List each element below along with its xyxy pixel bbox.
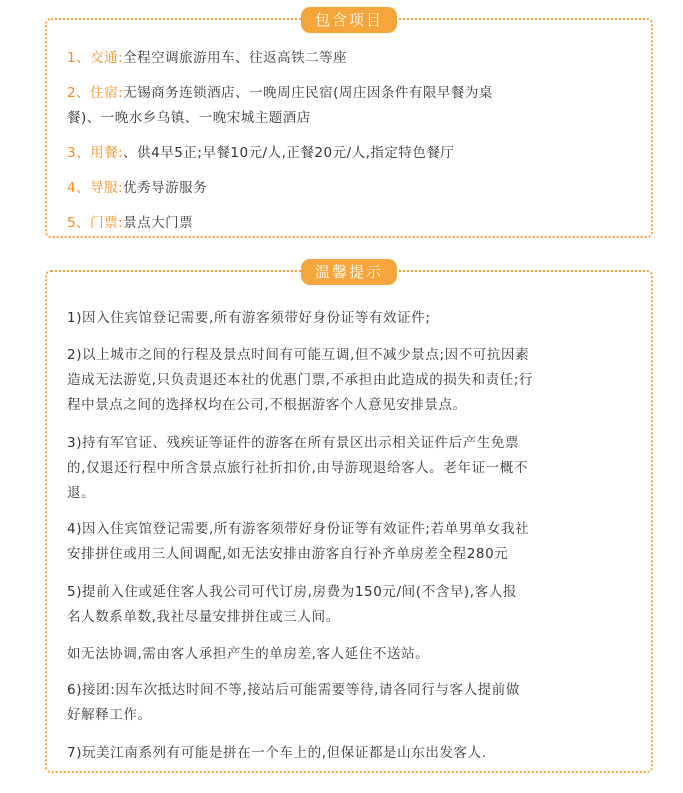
- included-item-lodging-cont: [67, 106, 635, 131]
- included-item-guide: [67, 176, 635, 201]
- included-label: 3、用餐:: [67, 145, 124, 161]
- tip-line: 造成无法游览,只负责退还本社的优惠门票,不承担由此造成的损失和责任;行: [67, 372, 534, 388]
- tip-line: 7)玩美江南系列有可能是拼在一个车上的,但保证都是山东出发客人.: [67, 745, 487, 761]
- tip-line: 3)持有军官证、残疾证等证件的游客在所有景区出示相关证件后产生免票: [67, 435, 520, 451]
- included-text: 景点大门票: [123, 215, 194, 231]
- tips-section: [45, 263, 653, 773]
- included-text: 、供4早5正;早餐10元/人,正餐20元/人,指定特色餐厅: [123, 145, 455, 161]
- tip-line: 2)以上城市之间的行程及景点时间有可能互调,但不减少景点;因不可抗因素: [67, 347, 530, 363]
- included-item-transport: [67, 46, 635, 71]
- tip-line: 1)因入住宾馆登记需要,所有游客须带好身份证等有效证件;: [67, 310, 431, 326]
- included-label: 5、门票:: [67, 215, 124, 231]
- included-text: 优秀导游服务: [123, 180, 208, 196]
- included-label: 1、交通:: [67, 50, 124, 66]
- tip-line: 程中景点之间的选择权均在公司,不根据游客个人意见安排景点。: [67, 397, 467, 413]
- tip-line: 6)接团:因车次抵达时间不等,接站后可能需要等待,请各同行与客人提前做: [67, 682, 520, 698]
- tip-line: 好解释工作。: [67, 707, 152, 723]
- tip-line: 退。: [67, 485, 96, 501]
- included-text: 无锡商务连锁酒店、一晚周庄民宿(周庄因条件有限早餐为桌: [123, 85, 493, 101]
- included-text: 全程空调旅游用车、往返高铁二等座: [123, 50, 348, 66]
- included-item-lodging: [67, 81, 635, 106]
- included-label: 4、导服:: [67, 180, 124, 196]
- tip-line: 如无法协调,需由客人承担产生的单房差,客人延住不送站。: [67, 646, 430, 662]
- included-item-meals: [67, 141, 635, 166]
- included-section: [45, 11, 653, 238]
- tip-line: 名人数系单数,我社尽量安排拼住或三人间。: [67, 609, 340, 625]
- tip-line: 安排拼住或用三人间调配,如无法安排由游客自行补齐单房差全程280元: [67, 546, 509, 562]
- tip-line: 4)因入住宾馆登记需要,所有游客须带好身份证等有效证件;若单男单女我社: [67, 521, 530, 537]
- included-item-tickets: [67, 211, 635, 236]
- included-label: 2、住宿:: [67, 85, 124, 101]
- tips-title: 温馨提示: [301, 259, 397, 285]
- included-text: 餐)、一晚水乡乌镇、一晚宋城主题酒店: [67, 110, 311, 126]
- included-title: 包含项目: [301, 7, 397, 33]
- tip-line: 的,仅退还行程中所含景点旅行社折扣价,由导游现退给客人。老年证一概不: [67, 460, 528, 476]
- tip-line: 5)提前入住或延住客人我公司可代订房,房费为150元/间(不含早),客人报: [67, 584, 517, 600]
